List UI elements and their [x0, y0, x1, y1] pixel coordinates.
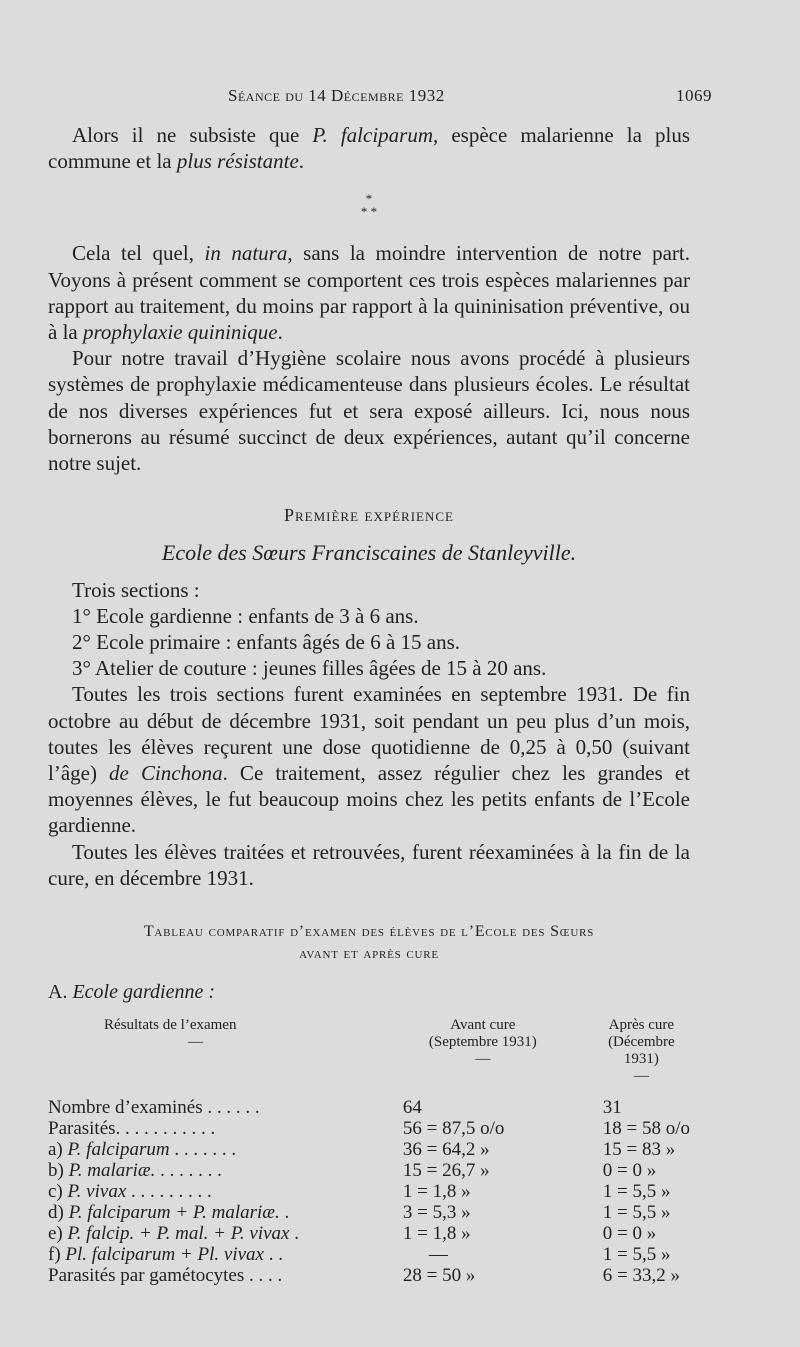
row-prefix: a) [48, 1139, 68, 1161]
row-prefix: d) [48, 1202, 69, 1224]
leader-dots: . . . . . . . [169, 1139, 237, 1161]
paragraph-1 [48, 122, 690, 174]
row-label [48, 1160, 373, 1181]
emphasis: prophylaxie quininique [82, 320, 278, 345]
text-run: . [298, 149, 305, 174]
section-heading: Première expérience [283, 505, 454, 526]
row-label [48, 1223, 373, 1244]
table-title [48, 921, 690, 965]
text-run: . Ce traitement, assez régulier chez les grandes et moyennes élèves, le fut beaucoup moins chez les petits enfants de l’Ecole gardienne. [48, 761, 691, 838]
row-avant: 1 = 1,8 » [402, 1181, 471, 1203]
table-title-line-2: avant et après cure [299, 945, 439, 963]
species-name: P. malariæ. [68, 1160, 156, 1182]
row-label [48, 1244, 373, 1265]
header-sub: (Septembre 1931) [428, 1034, 537, 1051]
table-header-row [48, 1017, 690, 1085]
species-name: P. falciparum + P. malariæ. [68, 1202, 280, 1224]
row-avant: 28 = 50 » [402, 1265, 476, 1287]
header-text: Avant cure [450, 1017, 516, 1034]
table-row [48, 1139, 690, 1160]
leader-dots: . . . . . . . . . [126, 1181, 212, 1203]
text-run: , espèce malarienne la plus commune et la [48, 123, 690, 174]
table-spacer [48, 1085, 690, 1097]
subsection-label: Ecole gardienne : [72, 981, 215, 1004]
emphasis: de Cinchona [109, 761, 223, 786]
leader-dots: . . . . . . . [155, 1160, 222, 1182]
table-row [48, 1160, 690, 1181]
header-dash: — [633, 1068, 649, 1085]
row-prefix: b) [48, 1160, 69, 1182]
row-prefix: f) [48, 1244, 66, 1266]
species-name: P. falcip. + P. mal. + P. vivax [67, 1223, 290, 1245]
table-row [48, 1244, 690, 1265]
emphasis: plus résistante [176, 149, 299, 174]
species-name: P. falciparum [67, 1139, 170, 1161]
header-dash: — [188, 1034, 203, 1051]
row-apres: 6 = 33,2 » [602, 1265, 680, 1287]
text-run: Toutes les trois sections furent examinées en septembre 1931. De fin octobre au début de décembre 1931, soit pendant un peu plus d’un mois, toutes les élèves reçurent une dose quotidienne de 0,25 à 0,50 (suivant l’âge) [48, 682, 690, 786]
paragraph-4 [48, 681, 690, 838]
section-item-2: 2° Ecole primaire : enfants âgés de 6 à 15 ans. [72, 630, 461, 655]
text-run: , sans la moindre intervention de notre part. Voyons à présent comment se comportent ces trois espèces malariennes par rapport au traitement, du moins par rapport à la quininisation préventive, ou à la [48, 241, 690, 345]
table-row [48, 1181, 690, 1202]
page-number: 1069 [676, 86, 712, 105]
paragraph-3: Pour notre travail d’Hygiène scolaire nous avons procédé à plusieurs systèmes de prophylaxie médicamenteuse dans plusieurs écoles. Le résultat de nos diverses expériences fut et sera exposé ailleurs. Ici, nous nous bornerons au résumé succinct de deux expériences, autant qu’il concerne notre sujet. [48, 346, 690, 476]
subsection-heading [48, 979, 690, 1005]
paragraph-5: Toutes les élèves traitées et retrouvées, furent réexaminées à la fin de la cure, en décembre 1931. [48, 839, 690, 890]
leader-dots: . [289, 1223, 299, 1245]
species-name: Pl. falciparum + Pl. vivax [65, 1244, 264, 1266]
row-label: Parasités par gamétocytes . . . . [48, 1265, 283, 1287]
section-item-3: 3° Atelier de couture : jeunes filles âgées de 15 à 20 ans. [72, 656, 547, 681]
header-sub: (Décembre 1931) [608, 1034, 675, 1068]
text-run: . [277, 320, 283, 345]
row-avant: 56 = 87,5 o/o [402, 1118, 505, 1140]
table-title-line-1: Tableau comparatif d’examen des élèves de l’Ecole des Sœurs [143, 923, 595, 941]
row-avant: 1 = 1,8 » [402, 1223, 471, 1245]
row-prefix: e) [48, 1223, 68, 1245]
header-dash: — [475, 1051, 491, 1068]
row-label [48, 1139, 373, 1160]
header-apres [593, 1017, 690, 1085]
sections-intro: Trois sections : [72, 577, 200, 602]
species-name: P. falciparum [312, 123, 434, 147]
table-row [48, 1097, 690, 1118]
subsection-prefix: A. [48, 981, 73, 1004]
header-results [48, 1017, 373, 1085]
header-text: Après cure [608, 1017, 675, 1034]
row-apres: 31 [602, 1097, 622, 1119]
row-avant: 3 = 5,3 » [402, 1202, 471, 1224]
section-item-1: 1° Ecole gardienne : enfants de 3 à 6 ans. [72, 603, 419, 628]
table-row [48, 1265, 690, 1286]
header-title: Séance du 14 Décembre 1932 [228, 86, 445, 105]
school-title: Ecole des Sœurs Franciscaines de Stanleyville. [161, 540, 577, 566]
asterism-top: * [365, 191, 373, 207]
text-run: Alors il ne subsiste que [72, 123, 313, 147]
table-row [48, 1223, 690, 1244]
row-apres: 1 = 5,5 » [602, 1244, 671, 1266]
row-apres: 0 = 0 » [602, 1223, 657, 1245]
paragraph-2 [48, 240, 690, 345]
row-label: Nombre d’examinés . . . . . . [48, 1097, 260, 1119]
species-name: P. vivax [67, 1181, 127, 1203]
leader-dots: . [279, 1202, 290, 1224]
row-apres: 15 = 83 » [602, 1139, 676, 1161]
row-label [48, 1181, 373, 1202]
asterism-bottom: * * [360, 204, 378, 220]
results-table [48, 1017, 690, 1286]
leader-dots: . . [263, 1244, 283, 1266]
row-label [48, 1202, 373, 1223]
text-run: Cela tel quel, [72, 241, 205, 266]
asterism [48, 192, 690, 218]
emphasis: in natura [204, 241, 288, 266]
row-apres: 1 = 5,5 » [602, 1181, 671, 1203]
row-avant: 15 = 26,7 » [402, 1160, 490, 1182]
row-avant: — [428, 1244, 448, 1266]
row-apres: 18 = 58 o/o [602, 1118, 690, 1140]
header-text: Résultats de l’examen [104, 1017, 237, 1034]
table-row [48, 1202, 690, 1223]
header-avant [373, 1017, 593, 1085]
spacer-cell [48, 1085, 690, 1097]
row-apres: 1 = 5,5 » [602, 1202, 671, 1224]
row-apres: 0 = 0 » [602, 1160, 657, 1182]
row-avant: 64 [402, 1097, 422, 1119]
row-prefix: c) [48, 1181, 68, 1203]
table-row [48, 1118, 690, 1139]
text-body [48, 122, 690, 1286]
row-label: Parasités. . . . . . . . . . . [48, 1118, 216, 1140]
row-avant: 36 = 64,2 » [402, 1139, 490, 1161]
